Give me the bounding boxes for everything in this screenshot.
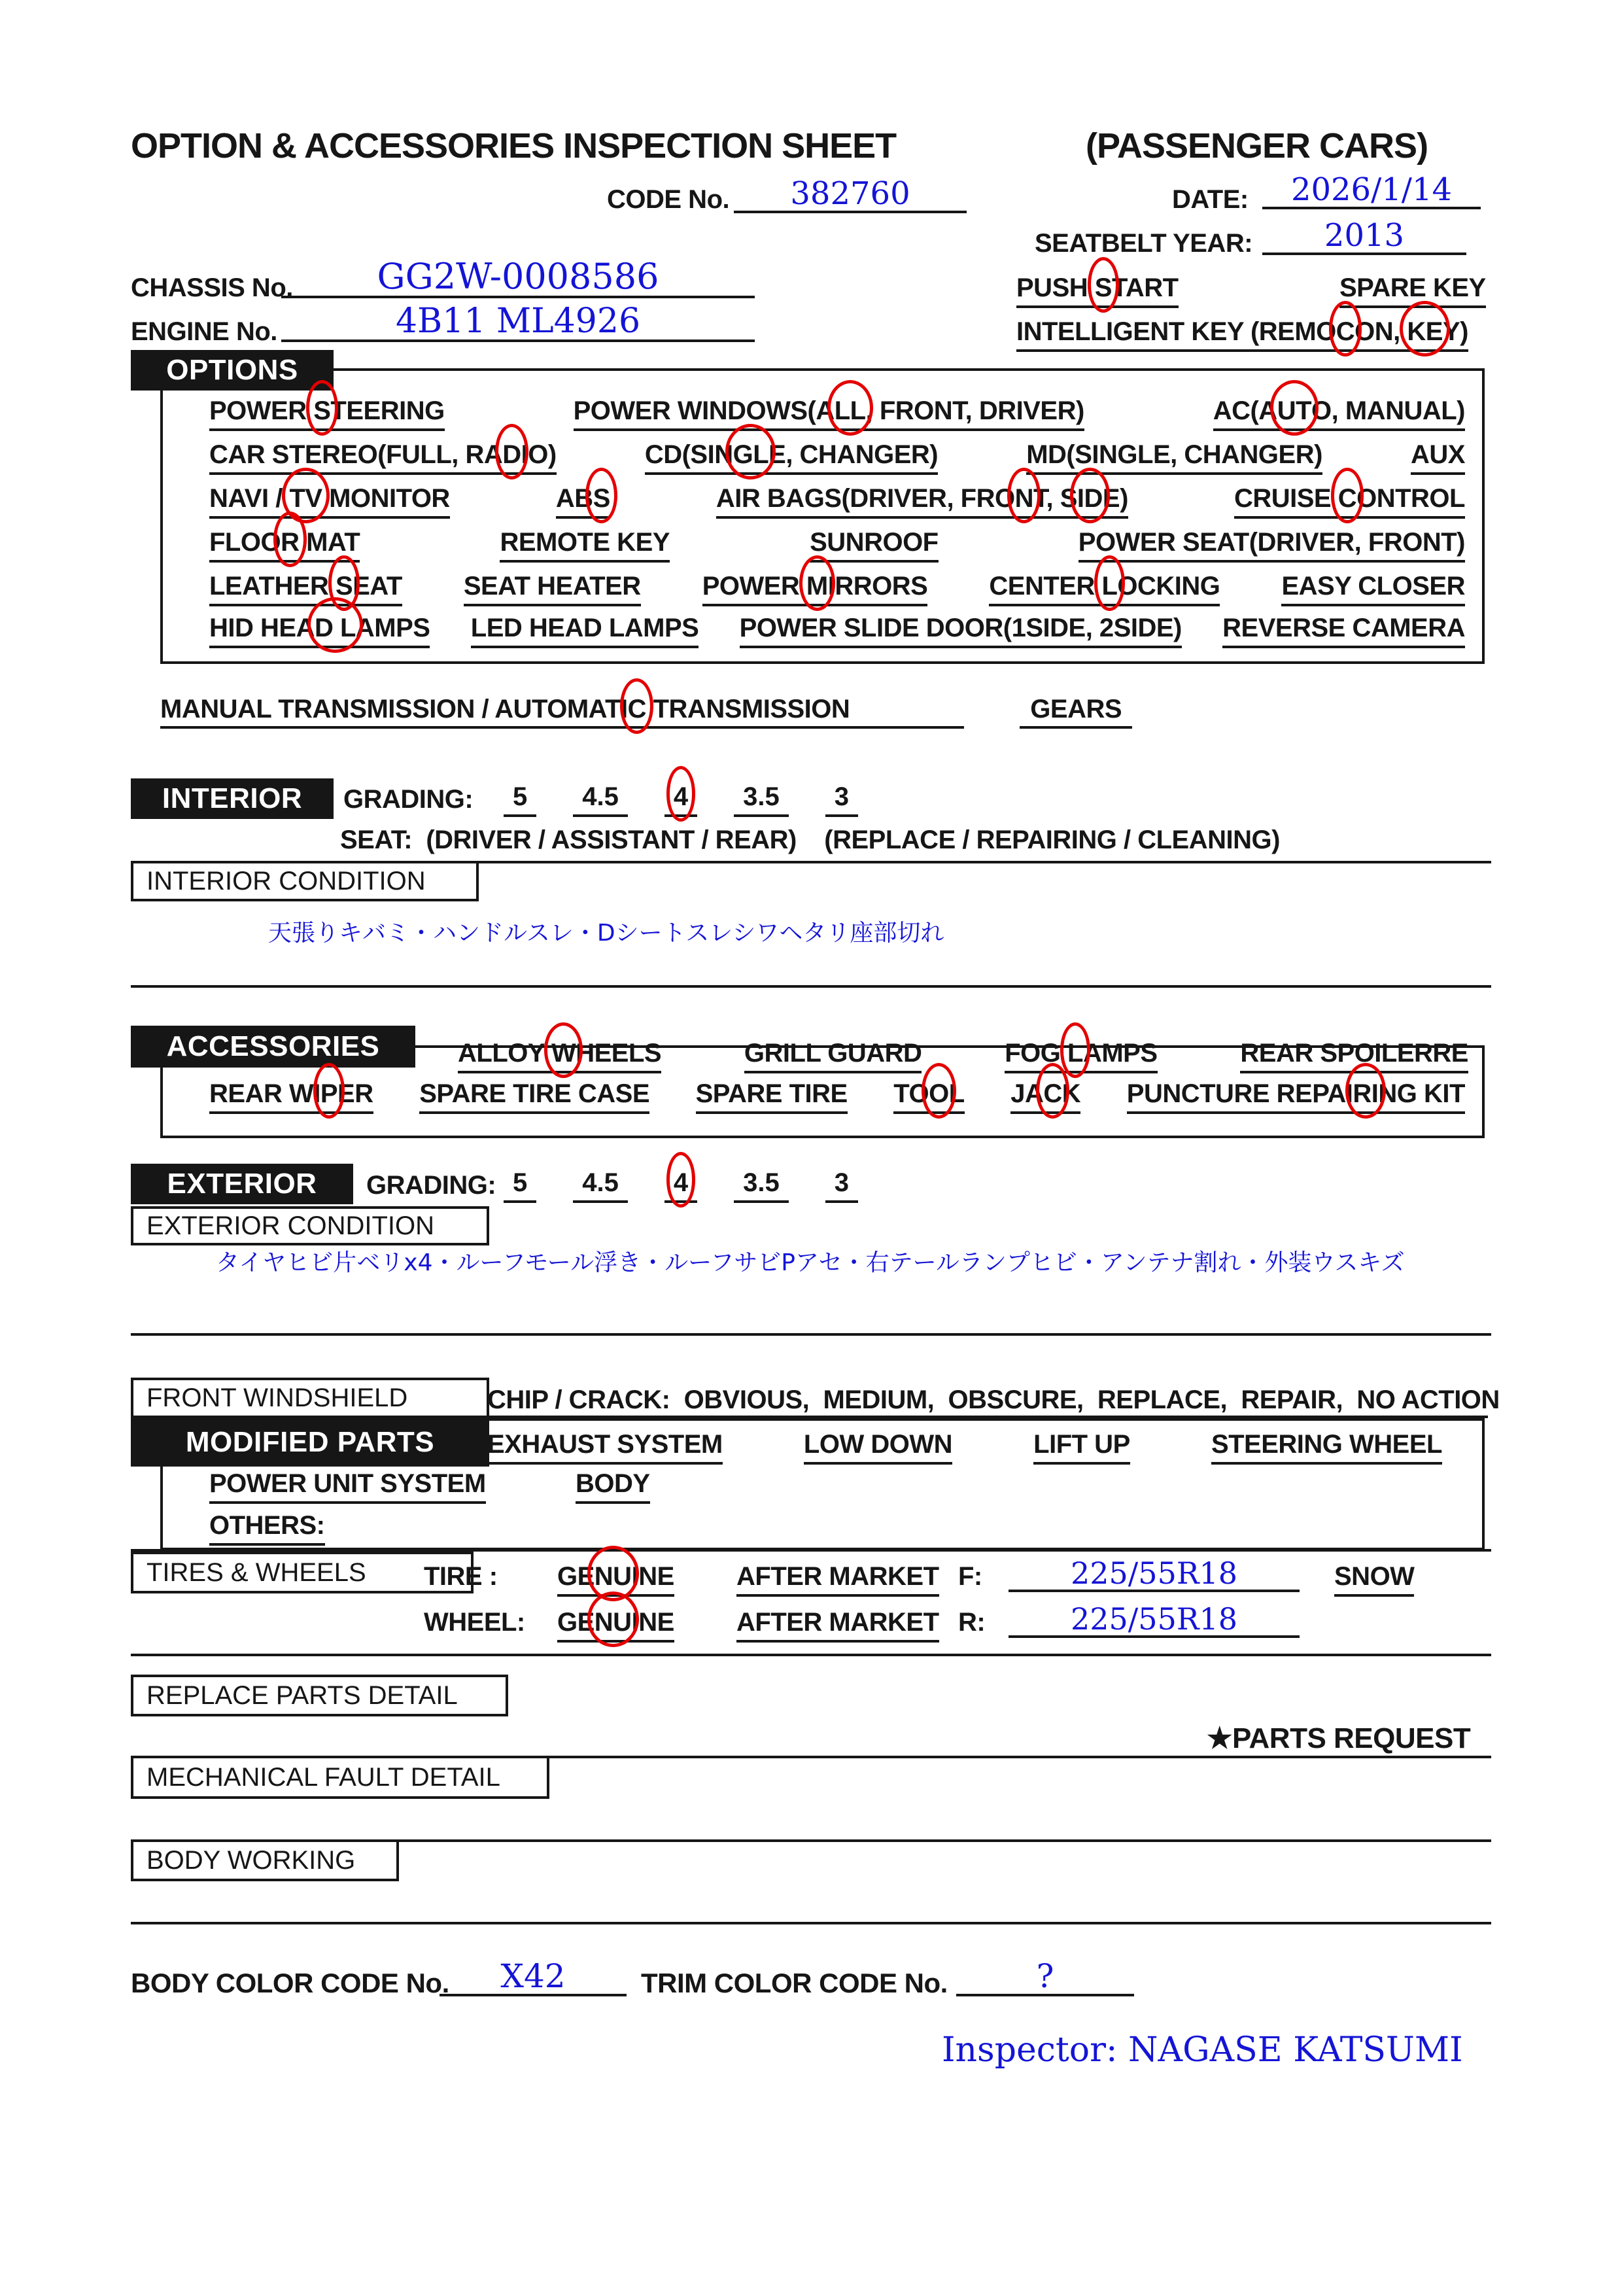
exterior-grade-option[interactable]: 4.5 xyxy=(573,1168,628,1203)
trim-color-label: TRIM COLOR CODE No. xyxy=(641,1968,948,1998)
code-no-field[interactable] xyxy=(734,173,967,213)
exterior-condition-note: タイヤヒビ片ベリx4・ルーフモール浮き・ルーフサビPアセ・右テールランプヒビ・アンテナ割れ・外装ウスキズ xyxy=(216,1249,1405,1276)
red-circle-mark: C xyxy=(1337,484,1357,513)
exterior-grade-option[interactable]: 5 xyxy=(504,1168,536,1203)
modified-part-item[interactable]: STEERING WHEEL xyxy=(1211,1430,1442,1465)
interior-section-label: INTERIOR xyxy=(131,778,334,819)
chassis-no-field[interactable] xyxy=(281,256,755,298)
interior-grades xyxy=(504,782,858,817)
option-item[interactable]: HID HEAD LAMPS xyxy=(209,614,430,648)
red-circle-mark: W xyxy=(551,1039,576,1068)
exterior-grade-option[interactable] xyxy=(664,1168,697,1203)
intelligent-key-option[interactable]: INTELLIGENT KEY (REMOCON, KEY) xyxy=(1016,317,1468,352)
interior-grade-option[interactable] xyxy=(664,782,697,817)
option-item[interactable]: POWER STEERING xyxy=(209,396,445,431)
replace-parts-detail-box: REPLACE PARTS DETAIL xyxy=(131,1675,508,1716)
accessory-item[interactable]: SPARE TIRE CASE xyxy=(419,1079,649,1114)
red-circle-mark: L xyxy=(1101,572,1118,600)
red-circle-mark: NU xyxy=(594,1608,632,1637)
exterior-grade-option[interactable]: 3 xyxy=(825,1168,858,1203)
red-circle-mark: S xyxy=(593,484,610,513)
interior-condition-box: INTERIOR CONDITION xyxy=(131,861,479,901)
front-size-label: F: xyxy=(958,1562,982,1591)
wheel-aftermarket-option[interactable]: AFTER MARKET xyxy=(736,1608,939,1643)
body-working-box: BODY WORKING xyxy=(131,1839,399,1881)
option-item[interactable]: POWER WINDOWS(ALL, FRONT, DRIVER) xyxy=(574,396,1084,431)
option-item[interactable]: EASY CLOSER xyxy=(1281,572,1465,606)
red-circle-mark: C xyxy=(627,695,646,723)
front-size-field[interactable] xyxy=(1009,1552,1300,1592)
accessory-item[interactable]: TOOL xyxy=(893,1079,964,1114)
red-circle-mark: N xyxy=(1014,484,1033,513)
modified-parts-section-label: MODIFIED PARTS xyxy=(131,1418,489,1467)
body-color-value: X42 xyxy=(500,1957,566,1995)
red-circle-mark: P xyxy=(320,1079,338,1108)
trim-color-value: ? xyxy=(1036,1957,1054,1995)
parts-request-label: ★PARTS REQUEST xyxy=(1207,1722,1471,1754)
options-row-5 xyxy=(209,572,1465,606)
accessory-item[interactable]: REAR SPOILERRE xyxy=(1240,1039,1468,1073)
accessory-item[interactable]: PUNCTURE REPAIRING KIT xyxy=(1127,1079,1465,1114)
accessory-item[interactable]: SPARE TIRE xyxy=(696,1079,848,1114)
red-circle-mark: C xyxy=(1043,1079,1062,1108)
accessory-item[interactable]: FOG LAMPS xyxy=(1005,1039,1157,1073)
option-item[interactable]: SUNROOF xyxy=(810,528,939,563)
interior-grade-option[interactable]: 3 xyxy=(825,782,858,817)
transmission-option[interactable]: MANUAL TRANSMISSION / AUTOMATIC TRANSMISSION xyxy=(160,695,964,729)
modified-parts-row-1 xyxy=(487,1430,1442,1465)
exterior-grades xyxy=(504,1168,858,1203)
body-color-field[interactable] xyxy=(440,1956,627,1996)
option-item[interactable]: POWER MIRRORS xyxy=(702,572,928,606)
accessory-item[interactable]: REAR WIPER xyxy=(209,1079,373,1114)
engine-no-field[interactable] xyxy=(281,300,755,342)
body-color-label: BODY COLOR CODE No. xyxy=(131,1968,449,1998)
red-circle-mark: TV xyxy=(289,484,322,513)
option-item[interactable]: REMOTE KEY xyxy=(500,528,669,563)
option-item[interactable]: AIR BAGS(DRIVER, FRONT, SIDE) xyxy=(716,484,1128,519)
accessory-item[interactable]: GRILL GUARD xyxy=(744,1039,922,1073)
rear-size-value: 225/55R18 xyxy=(1071,1601,1237,1637)
red-circle-mark: M xyxy=(806,572,828,600)
option-item[interactable]: AC(AUTO, MANUAL) xyxy=(1213,396,1465,431)
red-circle-mark: LL xyxy=(834,396,866,425)
seatbelt-year-label: SEATBELT YEAR: xyxy=(1035,229,1253,258)
page-subtitle: (PASSENGER CARS) xyxy=(1086,126,1428,165)
options-row-1 xyxy=(209,396,1465,431)
interior-grade-option[interactable]: 5 xyxy=(504,782,536,817)
date-field[interactable] xyxy=(1262,169,1481,209)
divider-3 xyxy=(131,1922,1491,1924)
red-circle-mark: 4 xyxy=(673,1168,689,1197)
rear-size-label: R: xyxy=(958,1608,986,1637)
red-circle-mark: 4 xyxy=(673,782,689,811)
accessories-section-label: ACCESSORIES xyxy=(131,1026,415,1068)
divider-2 xyxy=(131,1333,1491,1336)
snow-option[interactable]: SNOW xyxy=(1334,1562,1414,1597)
red-circle-mark: UT xyxy=(1277,396,1312,425)
chassis-no-label: CHASSIS No. xyxy=(131,273,293,302)
option-item[interactable]: REVERSE CAMERA xyxy=(1222,614,1465,648)
accessory-item[interactable]: JACK xyxy=(1010,1079,1080,1114)
options-row-4 xyxy=(209,528,1465,563)
red-circle-mark: C xyxy=(1336,317,1355,346)
red-circle-mark: KE xyxy=(1407,317,1443,346)
power-unit-system-item[interactable]: POWER UNIT SYSTEM xyxy=(209,1469,486,1504)
tires-bottomline xyxy=(131,1654,1491,1656)
red-circle-mark: D xyxy=(502,440,521,469)
red-circle-mark: NU xyxy=(594,1562,632,1591)
red-circle-mark: S xyxy=(336,572,353,600)
red-circle-mark: O xyxy=(929,1079,949,1108)
page-title: OPTION & ACCESSORIES INSPECTION SHEET xyxy=(131,126,897,165)
exterior-section-label: EXTERIOR xyxy=(131,1164,353,1204)
modified-part-item[interactable]: LIFT UP xyxy=(1033,1430,1130,1465)
option-item[interactable]: CD(SINGLE, CHANGER) xyxy=(645,440,938,475)
windshield-chip-crack-line: CHIP / CRACK: OBVIOUS, MEDIUM, OBSCURE, REPLACE, REPAIR, NO ACTION xyxy=(487,1385,1500,1414)
option-item[interactable]: SEAT HEATER xyxy=(464,572,641,606)
interior-grade-option[interactable]: 4.5 xyxy=(573,782,628,817)
option-item[interactable]: LED HEAD LAMPS xyxy=(471,614,699,648)
red-circle-mark: GL xyxy=(733,440,769,469)
red-circle-mark: L xyxy=(1067,1039,1083,1068)
engine-no-value: 4B11 ML4926 xyxy=(395,302,641,341)
others-label[interactable]: OTHERS: xyxy=(209,1511,325,1546)
chassis-no-value: GG2W-0008586 xyxy=(377,256,659,297)
exterior-grade-option[interactable]: 3.5 xyxy=(734,1168,789,1203)
option-item[interactable]: FLOOR MAT xyxy=(209,528,360,563)
option-item[interactable]: POWER SLIDE DOOR(1SIDE, 2SIDE) xyxy=(740,614,1182,648)
red-circle-mark: S xyxy=(313,396,331,425)
seatbelt-year-field[interactable] xyxy=(1262,215,1466,255)
body-item[interactable]: BODY xyxy=(576,1469,650,1504)
mechanical-fault-detail-box: MECHANICAL FAULT DETAIL xyxy=(131,1756,549,1799)
option-item[interactable]: POWER SEAT(DRIVER, FRONT) xyxy=(1078,528,1465,563)
front-size-value: 225/55R18 xyxy=(1071,1556,1237,1591)
engine-no-label: ENGINE No. xyxy=(131,317,277,346)
code-no-value: 382760 xyxy=(790,175,910,212)
trim-color-field[interactable] xyxy=(956,1956,1134,1996)
options-row-6 xyxy=(209,614,1465,648)
front-windshield-box: FRONT WINDSHIELD xyxy=(131,1378,489,1418)
accessory-item[interactable]: ALLOY WHEELS xyxy=(458,1039,661,1073)
date-value: 2026/1/14 xyxy=(1290,171,1453,208)
red-circle-mark: S xyxy=(1094,273,1112,302)
modified-part-item[interactable]: LOW DOWN xyxy=(804,1430,952,1465)
red-circle-mark: RI xyxy=(1353,1079,1379,1108)
tire-genuine-option[interactable]: GENUINE xyxy=(557,1562,674,1597)
options-section-label: OPTIONS xyxy=(131,350,334,391)
option-item[interactable]: ABS xyxy=(556,484,610,519)
option-item[interactable]: MD(SINGLE, CHANGER) xyxy=(1026,440,1322,475)
interior-condition-note: 天張りキバミ・ハンドルスレ・Dシートスレシワヘタリ座部切れ xyxy=(268,920,944,947)
option-item[interactable]: NAVI / TV MONITOR xyxy=(209,484,450,519)
rear-size-field[interactable] xyxy=(1009,1597,1300,1638)
option-item[interactable]: AUX xyxy=(1411,440,1465,475)
divider-1 xyxy=(131,985,1491,988)
options-row-3 xyxy=(209,484,1465,519)
exterior-grading-label: GRADING: xyxy=(366,1171,496,1200)
code-no-label: CODE No. xyxy=(607,185,730,214)
seatbelt-year-value: 2013 xyxy=(1324,217,1405,254)
spare-key-option[interactable]: SPARE KEY xyxy=(1339,273,1486,308)
accessories-row-2 xyxy=(209,1079,1465,1114)
gears-label[interactable]: GEARS xyxy=(1020,695,1132,729)
exterior-condition-box: EXTERIOR CONDITION xyxy=(131,1206,489,1245)
option-item[interactable]: LEATHER SEAT xyxy=(209,572,402,606)
tire-aftermarket-option[interactable]: AFTER MARKET xyxy=(736,1562,939,1597)
date-label: DATE: xyxy=(1172,185,1249,214)
option-item[interactable]: CAR STEREO(FULL, RADIO) xyxy=(209,440,557,475)
push-start-option[interactable]: PUSH START xyxy=(1016,273,1179,308)
inspector-signature: Inspector: NAGASE KATSUMI xyxy=(942,2030,1463,2070)
red-circle-mark: ID xyxy=(1077,484,1103,513)
accessories-row-1 xyxy=(458,1039,1468,1073)
option-item[interactable]: CENTER LOCKING xyxy=(989,572,1220,606)
tires-wheels-box: TIRES & WHEELS xyxy=(131,1552,474,1593)
interior-grading-label: GRADING: xyxy=(343,785,474,814)
interior-grade-option[interactable]: 3.5 xyxy=(734,782,789,817)
options-row-2 xyxy=(209,440,1465,475)
tire-label: TIRE : xyxy=(424,1562,498,1591)
red-circle-mark: D L xyxy=(314,614,356,642)
seat-line: SEAT: (DRIVER / ASSISTANT / REAR) (REPLACE / REPAIRING / CLEANING) xyxy=(340,826,1280,854)
option-item[interactable]: CRUISE CONTROL xyxy=(1234,484,1465,519)
wheel-genuine-option[interactable]: GENUINE xyxy=(557,1608,674,1643)
wheel-label: WHEEL: xyxy=(424,1608,525,1637)
red-circle-mark: R xyxy=(281,528,300,557)
modified-part-item[interactable]: EXHAUST SYSTEM xyxy=(487,1430,723,1465)
